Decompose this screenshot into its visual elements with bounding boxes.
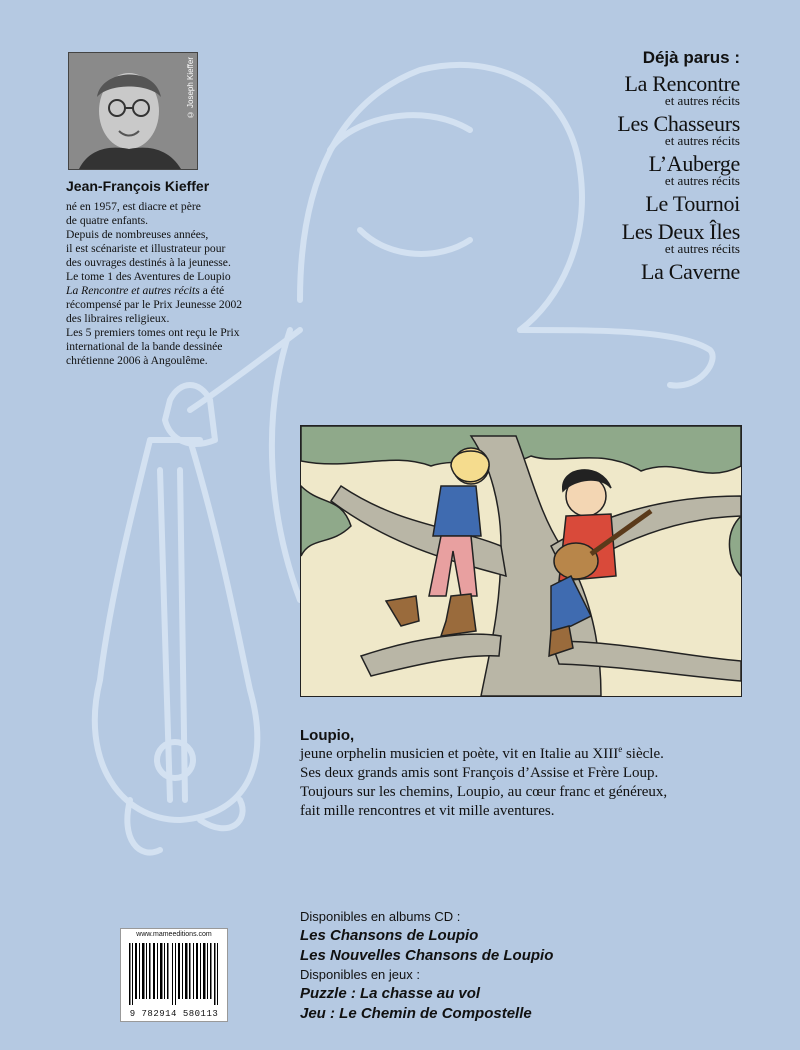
series-item <box>617 260 740 284</box>
bio-line: des libraires religieux. <box>66 312 170 325</box>
publisher-url: www.mameeditions.com <box>136 931 212 938</box>
barcode <box>120 928 228 1022</box>
bio-line: Depuis de nombreuses années, <box>66 228 209 241</box>
series-title: Les Deux Îles <box>621 219 740 244</box>
description-line: Ses deux grands amis sont François d’Assise et Frère Loup. <box>300 765 659 781</box>
series-title: L’Auberge <box>648 151 740 176</box>
bio-line: des ouvrages destinés à la jeunesse. <box>66 256 231 269</box>
cd-item: Les Nouvelles Chansons de Loupio <box>300 947 554 964</box>
barcode-bars-icon <box>127 943 221 1005</box>
bio-line: de quatre enfants. <box>66 214 149 227</box>
photo-credit: © Joseph Kieffer <box>186 57 195 120</box>
series-item <box>617 112 740 148</box>
description-text: siècle. <box>622 746 664 762</box>
book-description <box>300 726 770 821</box>
cd-heading: Disponibles en albums CD : <box>300 909 461 924</box>
description-line: Toujours sur les chemins, Loupio, au cœur franc et généreux, <box>300 784 668 800</box>
author-bio <box>66 200 298 368</box>
bio-line <box>66 284 298 298</box>
tree-scene-icon <box>301 426 741 696</box>
bio-line: né en 1957, est diacre et père <box>66 200 201 213</box>
bio-line: Les 5 premiers tomes ont reçu le Prix <box>66 326 240 339</box>
bio-line: récompensé par le Prix Jeunesse 2002 <box>66 298 243 311</box>
bio-line: Le tome 1 des Aventures de Loupio <box>66 270 231 283</box>
game-item: Puzzle : La chasse au vol <box>300 985 481 1002</box>
series-item <box>617 152 740 188</box>
series-list <box>617 48 740 284</box>
game-item: Jeu : Le Chemin de Compostelle <box>300 1005 532 1022</box>
series-title: La Rencontre <box>624 71 740 96</box>
bio-line: chrétienne 2006 à Angoulême. <box>66 354 208 367</box>
series-heading: Déjà parus : <box>642 48 740 67</box>
cd-item: Les Chansons de Loupio <box>300 927 479 944</box>
series-title: Le Tournoi <box>645 191 740 216</box>
series-subtitle: et autres récits <box>664 241 740 256</box>
bio-line: international de la bande dessinée <box>66 340 223 353</box>
description-line: fait mille rencontres et vit mille aventures. <box>300 803 555 819</box>
barcode-number: 9 782914 580113 <box>129 1009 219 1019</box>
series-item <box>617 72 740 108</box>
author-name: Jean-François Kieffer <box>66 178 210 194</box>
comic-illustration <box>300 425 742 697</box>
book-title: La Rencontre et autres récits <box>66 284 200 297</box>
superscript: e <box>618 744 623 754</box>
description-text: jeune orphelin musicien et poète, vit en Italie au XIII <box>300 746 619 762</box>
author-photo <box>68 52 198 170</box>
series-subtitle: et autres récits <box>664 173 740 188</box>
related-products <box>300 908 553 1024</box>
series-subtitle: et autres récits <box>664 133 740 148</box>
series-subtitle: et autres récits <box>664 93 740 108</box>
series-item <box>617 192 740 216</box>
bio-line: il est scénariste et illustrateur pour <box>66 242 226 255</box>
description-line <box>300 745 770 764</box>
series-title: La Caverne <box>641 259 740 284</box>
series-title: Les Chasseurs <box>617 111 740 136</box>
games-heading: Disponibles en jeux : <box>300 967 420 982</box>
author-portrait-icon <box>69 53 197 169</box>
description-title: Loupio, <box>300 727 355 744</box>
series-item <box>617 220 740 256</box>
bio-text: a été <box>199 284 225 297</box>
